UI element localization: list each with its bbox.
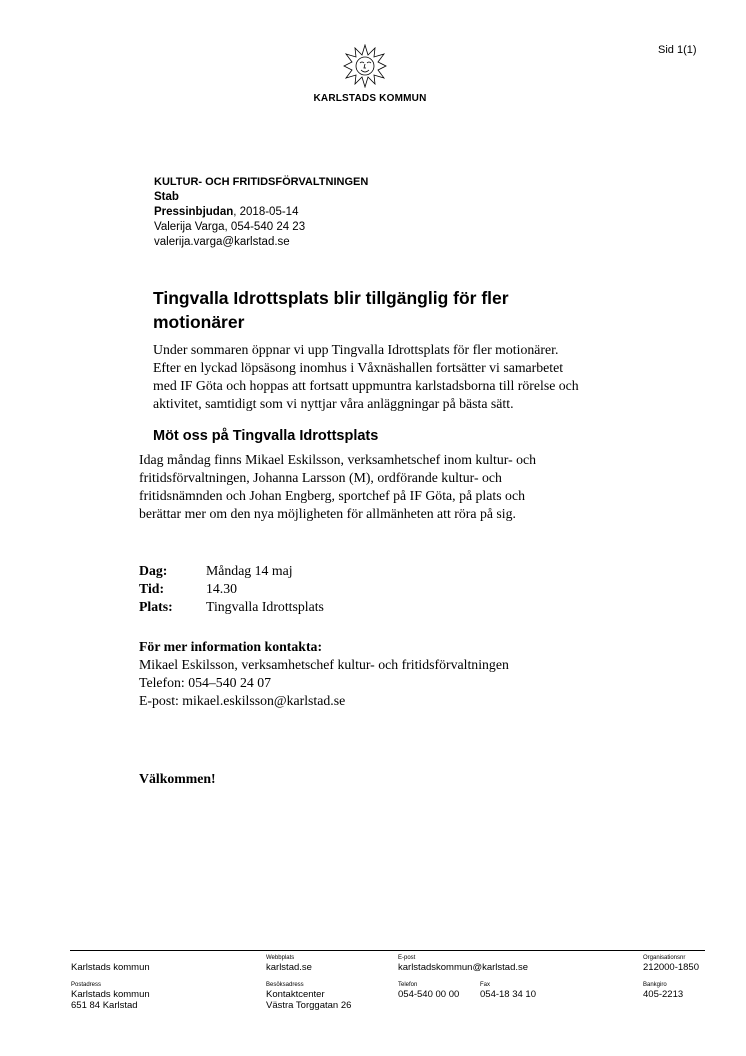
meeting-paragraph [139, 451, 629, 523]
text-line: med IF Göta och hoppas att fortsatt uppmuntra karlstadsborna till rörelse och [153, 378, 579, 393]
department-name: KULTUR- OCH FRITIDSFÖRVALTNINGEN [154, 176, 369, 188]
detail-row-place [139, 598, 324, 616]
footer-label: Besöksadress [266, 982, 304, 988]
text-line: Efter en lyckad löpsäsong inomhus i Våxnäshallen fortsätter vi samarbetet [153, 360, 564, 375]
footer-value: 651 84 Karlstad [71, 1000, 138, 1011]
contact-heading: För mer information kontakta: [139, 639, 323, 654]
text-line: fritidsförvaltningen, Johanna Larsson (M), ordförande kultur- och [139, 470, 502, 485]
footer-fax [480, 982, 536, 1000]
event-details [139, 562, 324, 616]
text-line: fritidsnämnden och Johan Engberg, sportchef på IF Göta, på plats och [139, 488, 525, 503]
unit-name: Stab [154, 191, 179, 203]
footer-epost [398, 955, 528, 973]
footer-label: Organisationsnr [643, 955, 686, 961]
contact-email: E-post: mikael.eskilsson@karlstad.se [139, 693, 346, 708]
press-title [153, 286, 613, 334]
footer-value: karlstad.se [266, 962, 312, 973]
contact-phone: Telefon: 054–540 24 07 [139, 675, 271, 690]
contact-block [139, 638, 509, 710]
intro-paragraph [153, 341, 623, 413]
footer-webbplats [266, 955, 312, 973]
footer-divider [70, 950, 705, 951]
footer-label: Bankgiro [643, 982, 667, 988]
doc-type: Pressinbjudan [154, 206, 234, 218]
footer-value: 054-18 34 10 [480, 989, 536, 1000]
footer-label: Postadress [71, 982, 102, 988]
sender-block [154, 175, 368, 250]
footer-label: Telefon [398, 982, 418, 988]
footer-value: Karlstads kommun [71, 989, 150, 1000]
footer-value: 054-540 00 00 [398, 989, 460, 1000]
footer-orgnr [643, 955, 699, 973]
footer-label: Fax [480, 982, 491, 988]
sender-contact: Valerija Varga, 054-540 24 23 [154, 221, 306, 233]
sun-face-icon [343, 44, 387, 88]
text-line: berättar mer om den nya möjligheten för allmänheten att röra på sig. [139, 506, 516, 521]
contact-name: Mikael Eskilsson, verksamhetschef kultur- och fritidsförvaltningen [139, 657, 509, 672]
footer-postadress [71, 982, 150, 1011]
detail-value: Tingvalla Idrottsplats [206, 599, 324, 614]
footer-value: 212000-1850 [643, 962, 699, 973]
page-number: Sid 1(1) [658, 44, 697, 56]
text-line: Under sommaren öppnar vi upp Tingvalla Idrottsplats för fler motionärer. [153, 342, 559, 357]
footer-org: Karlstads kommun [71, 962, 150, 973]
sender-email: valerija.varga@karlstad.se [154, 236, 290, 248]
footer-value: Västra Torggatan 26 [266, 1000, 352, 1011]
text-line: aktivitet, samtidigt som vi nyttjar våra anläggningar på bästa sätt. [153, 396, 514, 411]
footer-bankgiro [643, 982, 683, 1000]
doc-date: , 2018-05-14 [233, 206, 299, 218]
welcome-text: Välkommen! [139, 771, 216, 786]
footer-besoksadress [266, 982, 351, 1011]
title-line: motionärer [153, 312, 245, 332]
text-line: Idag måndag finns Mikael Eskilsson, verksamhetschef inom kultur- och [139, 452, 537, 467]
doc-type-line [154, 205, 368, 220]
detail-row-time [139, 580, 324, 598]
footer-value: Kontaktcenter [266, 989, 325, 1000]
footer-telefon [398, 982, 459, 1000]
org-logo-text: KARLSTADS KOMMUN [313, 93, 427, 104]
footer-label: E-post [398, 955, 416, 961]
detail-label: Tid: [139, 581, 165, 596]
detail-value: 14.30 [206, 581, 238, 596]
detail-row-day [139, 562, 324, 580]
footer-value: karlstadskommun@karlstad.se [398, 962, 529, 973]
section-heading: Möt oss på Tingvalla Idrottsplats [153, 428, 379, 444]
detail-value: Måndag 14 maj [206, 563, 293, 578]
detail-label: Dag: [139, 563, 168, 578]
detail-label: Plats: [139, 599, 173, 614]
footer-label: Webbplats [266, 955, 295, 961]
title-line: Tingvalla Idrottsplats blir tillgänglig för fler [153, 288, 509, 308]
footer-value: 405-2213 [643, 989, 684, 1000]
